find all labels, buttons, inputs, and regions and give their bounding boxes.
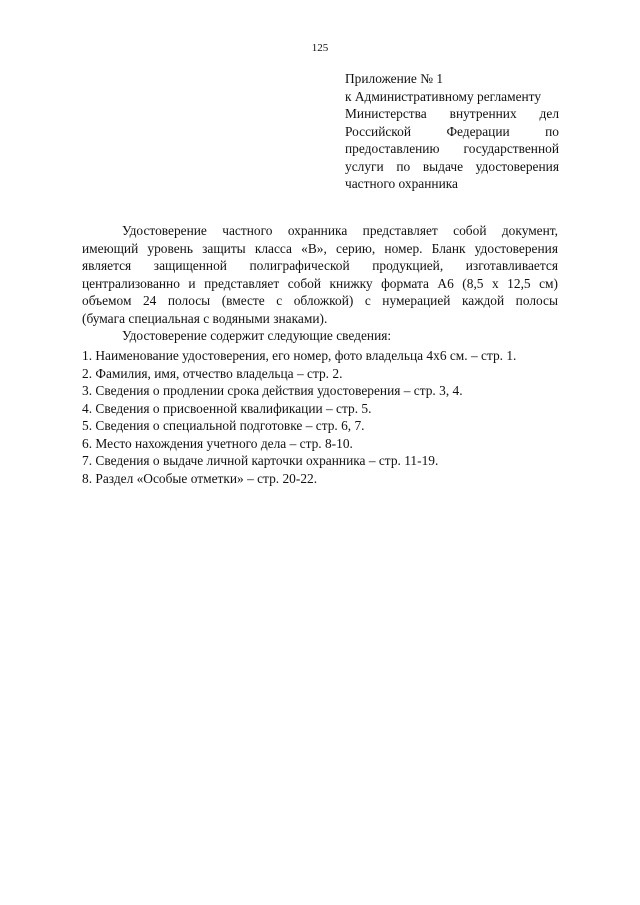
appendix-header [345, 70, 559, 193]
appendix-line: услуги по выдаче удостоверения [345, 158, 559, 174]
list-item: 3. Сведения о продлении срока действия удостоверения – стр. 3, 4. [82, 383, 463, 398]
list-item: 4. Сведения о присвоенной квалификации – стр. 5. [82, 400, 372, 416]
appendix-line: частного охранника [345, 176, 458, 191]
contents-intro: Удостоверение содержит следующие сведения: [122, 328, 392, 343]
description-line: имеющий уровень защиты класса «В», серию, номер. Бланк удостоверения [82, 240, 558, 256]
appendix-line: Министерства внутренних дел [345, 106, 559, 121]
description-line: является защищенной полиграфической продукцией, изготавливается [82, 258, 558, 273]
appendix-line: Российской Федерации по [345, 123, 559, 139]
description-line: (бумага специальная с водяными знаками). [82, 310, 328, 326]
appendix-title: Приложение № 1 [345, 71, 444, 86]
list-item: 7. Сведения о выдаче личной карточки охранника – стр. 11-19. [82, 453, 439, 468]
list-item: 5. Сведения о специальной подготовке – стр. 6, 7. [82, 418, 365, 433]
list-item: 2. Фамилия, имя, отчество владельца – стр. 2. [82, 365, 343, 381]
contents-list [82, 347, 558, 487]
description-line: централизованно и представляет собой книжку формата А6 (8,5 х 12,5 см) [82, 275, 558, 291]
appendix-line: предоставлению государственной [345, 141, 559, 156]
description-paragraph [82, 222, 558, 327]
list-item: 8. Раздел «Особые отметки» – стр. 20-22. [82, 470, 318, 486]
description-line: Удостоверение частного охранника представляет собой документ, [122, 223, 558, 238]
list-item: 6. Место нахождения учетного дела – стр. 8-10. [82, 435, 353, 451]
description-line: объемом 24 полосы (вместе с обложкой) с нумерацией каждой полосы [82, 293, 558, 308]
page-number: 125 [311, 42, 329, 54]
document-body [82, 222, 558, 345]
list-item: 1. Наименование удостоверения, его номер, фото владельца 4х6 см. – стр. 1. [82, 348, 517, 363]
appendix-line: к Административному регламенту [345, 88, 542, 104]
